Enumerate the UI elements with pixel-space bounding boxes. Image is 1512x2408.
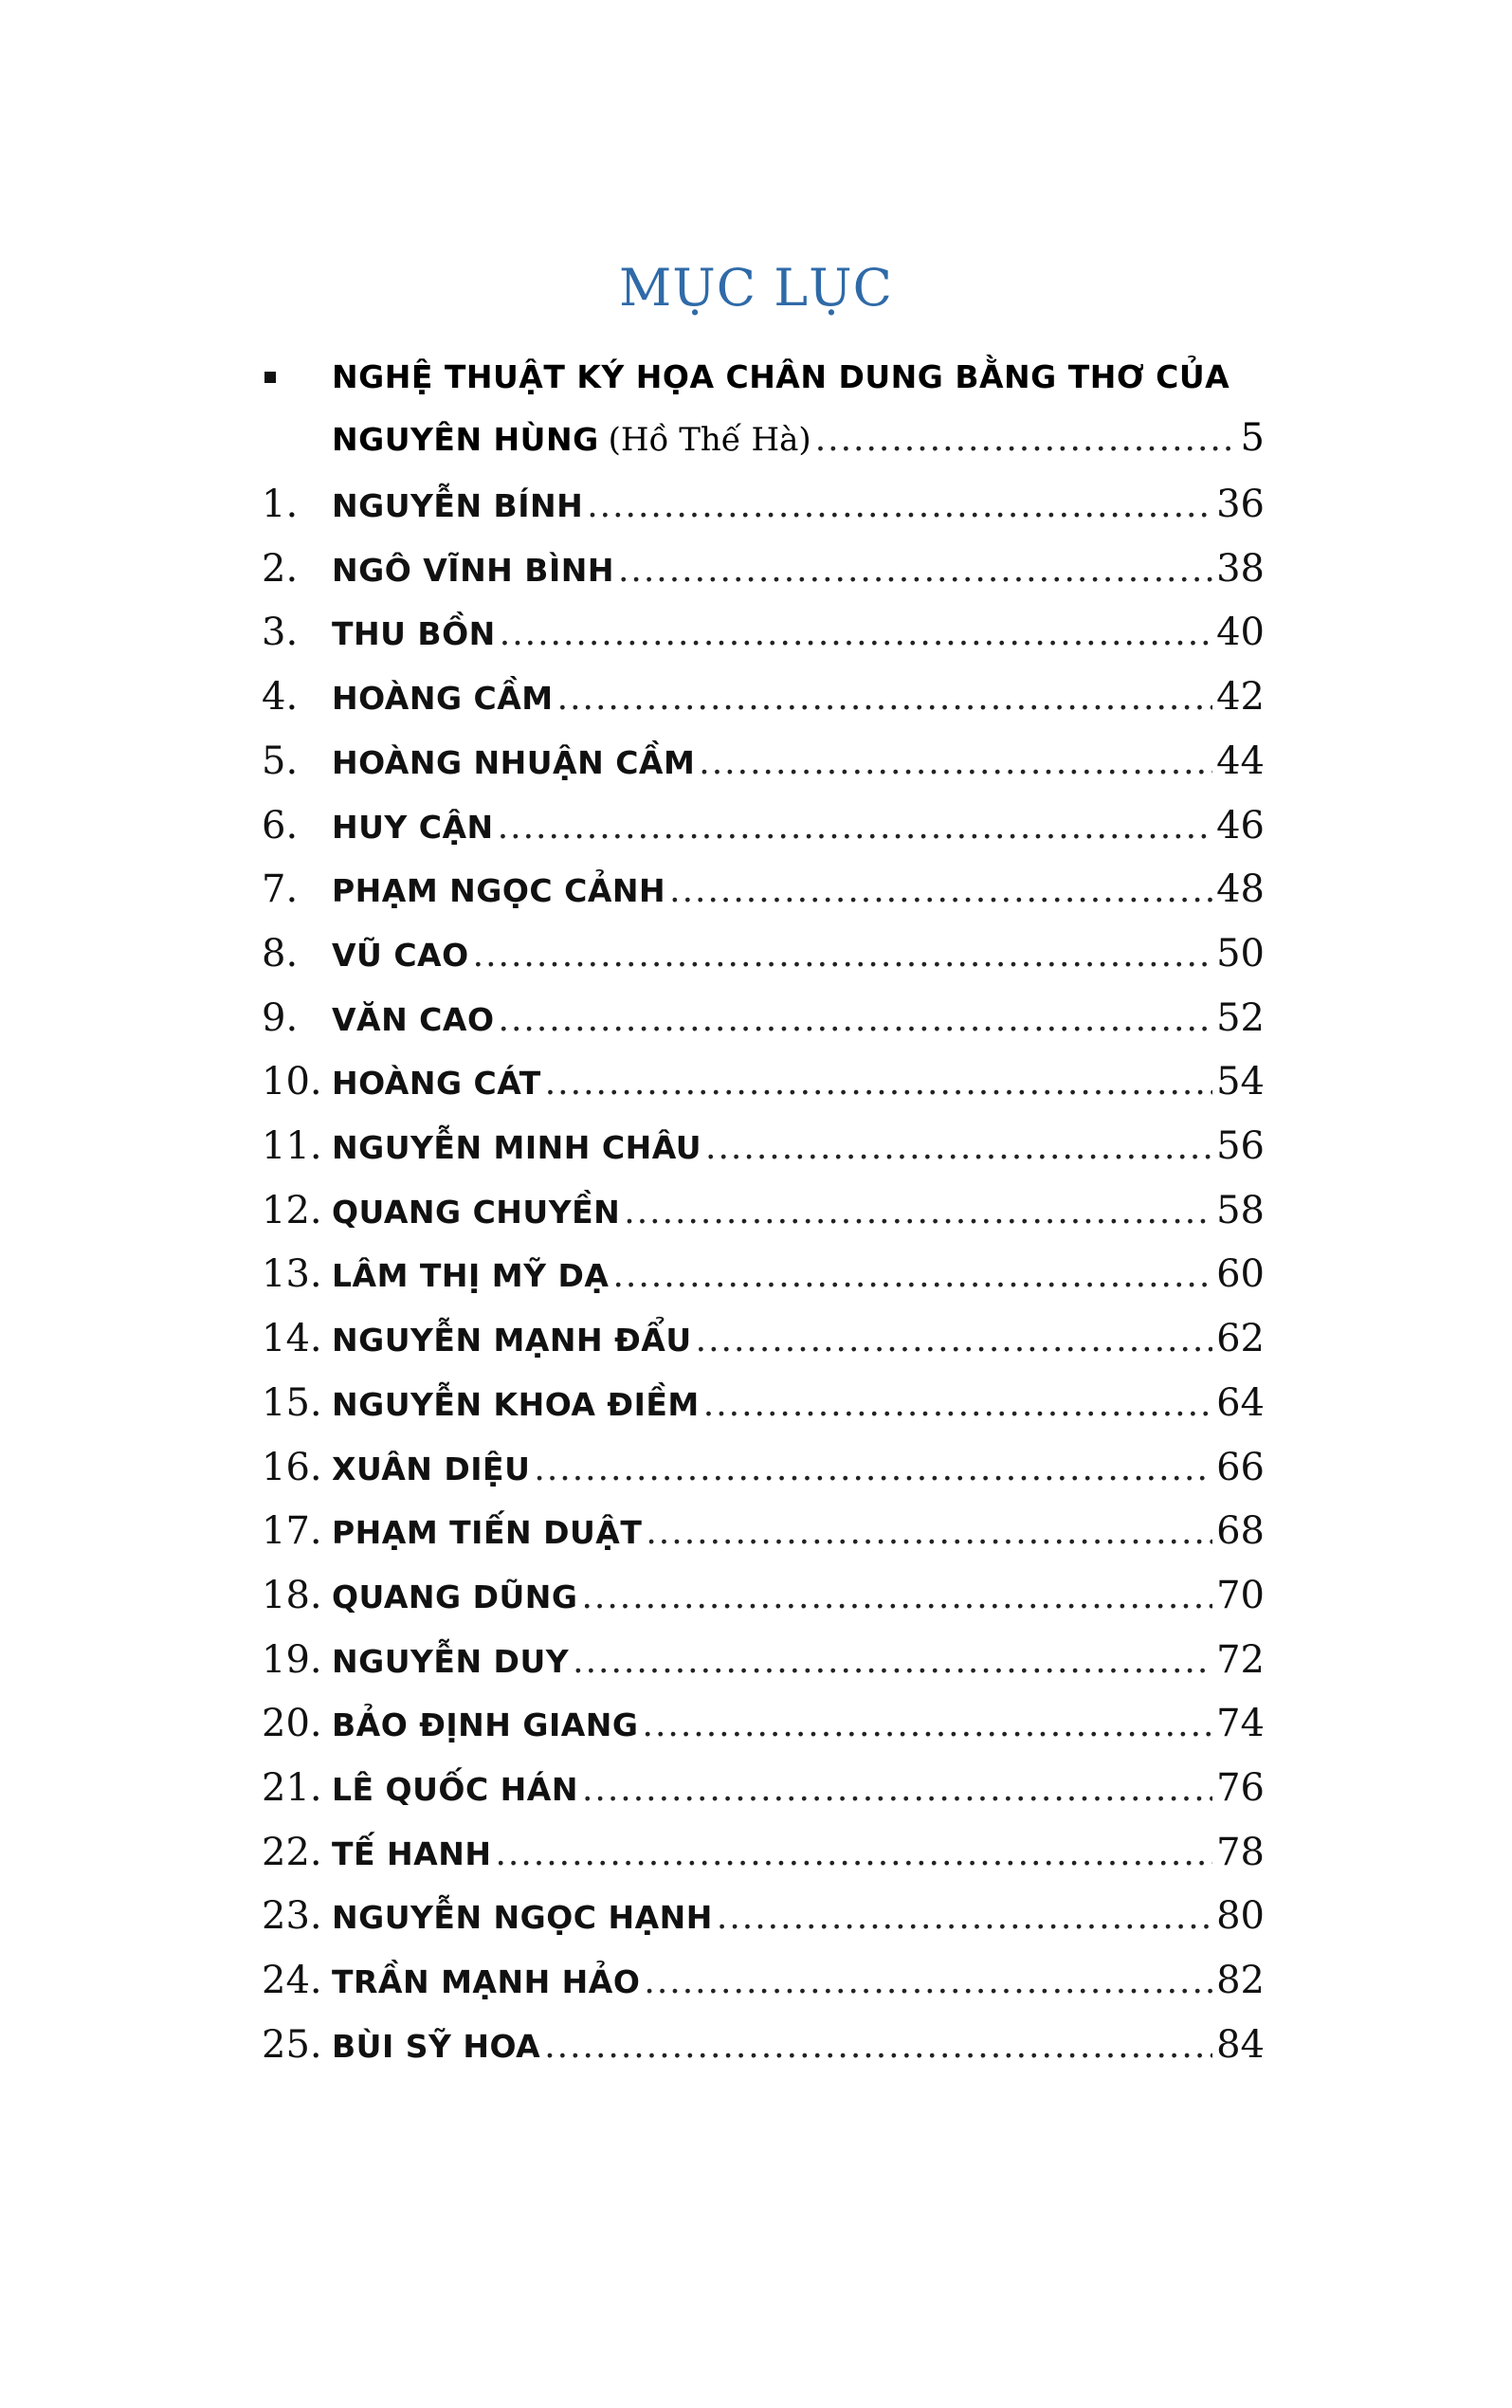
entry-name: QUANG DŨNG [332, 1578, 578, 1615]
entry-page-number: 38 [1216, 546, 1265, 591]
dot-leader [545, 1055, 1212, 1112]
entry-name: PHẠM NGỌC CẢNH [332, 872, 666, 910]
toc-entry[interactable] [0, 1952, 1512, 2009]
entry-name: THU BỒN [332, 615, 496, 653]
entry-number: 10. [262, 1060, 322, 1104]
dot-leader [581, 1569, 1212, 1626]
entry-page-number: 80 [1216, 1894, 1265, 1939]
square-bullet-icon [264, 372, 276, 383]
dot-leader [717, 1889, 1212, 1946]
entry-page-number: 82 [1216, 1959, 1265, 2003]
dot-leader [612, 1248, 1212, 1304]
entry-name: HUY CẬN [332, 808, 494, 846]
entry-page-number: 42 [1216, 675, 1265, 720]
toc-entry[interactable] [0, 540, 1512, 597]
dot-leader [669, 863, 1212, 920]
toc-entry[interactable] [0, 1246, 1512, 1303]
entry-name: TRẦN MẠNH HẢO [332, 1963, 641, 2001]
entry-number: 12. [262, 1188, 322, 1232]
page-title: MỤC LỤC [619, 258, 893, 318]
entry-page-number: 72 [1216, 1637, 1265, 1682]
dot-leader [618, 542, 1212, 599]
dot-leader [643, 1697, 1213, 1754]
dot-leader [495, 1826, 1212, 1883]
entry-number: 2. [262, 546, 299, 591]
entry-page-number: 54 [1216, 1060, 1265, 1104]
entry-number: 23. [262, 1894, 322, 1939]
toc-entry[interactable] [0, 1503, 1512, 1560]
entry-number: 13. [262, 1252, 322, 1297]
entry-page-number: 78 [1216, 1830, 1265, 1874]
dot-leader [705, 1120, 1212, 1177]
toc-entry[interactable] [0, 1118, 1512, 1175]
intro-page-number: 5 [1240, 416, 1265, 460]
entry-number: 18. [262, 1573, 322, 1617]
entry-name: PHẠM TIẾN DUẬT [332, 1514, 643, 1552]
dot-leader [473, 927, 1212, 984]
entry-number: 24. [262, 1959, 322, 2003]
entry-number: 16. [262, 1445, 322, 1489]
entry-number: 7. [262, 867, 299, 912]
toc-entry[interactable] [0, 604, 1512, 661]
intro-author: (Hồ Thế Hà) [608, 421, 811, 459]
entry-page-number: 70 [1216, 1573, 1265, 1617]
toc-entry[interactable] [0, 1567, 1512, 1624]
toc-entry[interactable] [0, 1760, 1512, 1816]
entry-name: NGUYỄN BÍNH [332, 487, 584, 524]
toc-entry[interactable] [0, 797, 1512, 854]
intro-title-line2: NGUYÊN HÙNG [332, 421, 599, 458]
toc-entry[interactable] [0, 2016, 1512, 2073]
dot-leader [696, 1312, 1212, 1369]
entry-page-number: 62 [1216, 1317, 1265, 1361]
entry-name: QUANG CHUYỀN [332, 1193, 621, 1231]
entry-page-number: 50 [1216, 931, 1265, 976]
entry-page-number: 74 [1216, 1702, 1265, 1746]
dot-leader [699, 735, 1212, 792]
toc-entry[interactable] [0, 925, 1512, 982]
toc-entry[interactable] [0, 1053, 1512, 1110]
dot-leader [557, 670, 1212, 727]
entry-name: TẾ HANH [332, 1834, 492, 1872]
entry-name: VŨ CAO [332, 936, 469, 974]
entry-name: HOÀNG CÁT [332, 1065, 541, 1103]
entry-name: LÂM THỊ MỸ DẠ [332, 1257, 610, 1295]
entry-number: 9. [262, 995, 299, 1040]
intro-entry[interactable] [0, 410, 1512, 466]
entry-name: NGUYỄN NGỌC HẠNH [332, 1899, 713, 1937]
dot-leader [582, 1761, 1212, 1818]
entry-name: NGUYỄN MẠNH ĐẨU [332, 1322, 692, 1359]
toc-entry[interactable] [0, 1632, 1512, 1688]
entry-page-number: 56 [1216, 1124, 1265, 1168]
entry-page-number: 58 [1216, 1188, 1265, 1232]
entry-number: 1. [262, 483, 299, 526]
entry-page-number: 76 [1216, 1766, 1265, 1810]
entry-name: XUÂN DIỆU [332, 1450, 531, 1487]
entry-page-number: 64 [1216, 1380, 1265, 1425]
entry-page-number: 66 [1216, 1445, 1265, 1489]
dot-leader [646, 1505, 1212, 1561]
dot-leader [815, 411, 1237, 468]
entry-page-number: 46 [1216, 803, 1265, 848]
entry-number: 25. [262, 2022, 322, 2067]
entry-number: 21. [262, 1766, 322, 1810]
dot-leader [573, 1633, 1212, 1690]
toc-entry[interactable] [0, 1695, 1512, 1752]
entry-page-number: 84 [1216, 2022, 1265, 2067]
dot-leader [498, 799, 1212, 856]
toc-entry[interactable] [0, 1182, 1512, 1239]
entry-number: 6. [262, 803, 299, 848]
entry-page-number: 44 [1216, 739, 1265, 783]
dot-leader [703, 1377, 1212, 1433]
entry-page-number: 48 [1216, 867, 1265, 912]
entry-page-number: 36 [1216, 483, 1265, 526]
entry-number: 5. [262, 739, 299, 783]
entry-name: VĂN CAO [332, 1000, 495, 1038]
toc-entry[interactable] [0, 476, 1512, 533]
entry-name: NGUYỄN KHOA ĐIỀM [332, 1385, 700, 1423]
entry-number: 4. [262, 675, 299, 720]
dot-leader [544, 2018, 1212, 2075]
toc-entry[interactable] [0, 668, 1512, 725]
toc-entry[interactable] [0, 1375, 1512, 1432]
toc-entry[interactable] [0, 1439, 1512, 1496]
entry-name: NGUYỄN DUY [332, 1642, 570, 1680]
entry-number: 3. [262, 611, 299, 655]
entry-name: BÙI SỸ HOA [332, 2027, 541, 2065]
dot-leader [587, 478, 1212, 535]
entry-number: 22. [262, 1830, 322, 1874]
entry-number: 14. [262, 1317, 322, 1361]
entry-number: 11. [262, 1124, 322, 1168]
entry-number: 15. [262, 1380, 322, 1425]
entry-number: 17. [262, 1509, 322, 1554]
entry-number: 19. [262, 1637, 322, 1682]
entry-page-number: 52 [1216, 995, 1265, 1040]
dot-leader [534, 1441, 1212, 1498]
entry-number: 20. [262, 1702, 322, 1746]
entry-name: HOÀNG NHUẬN CẦM [332, 743, 696, 781]
intro-title-line1: NGHỆ THUẬT KÝ HỌA CHÂN DUNG BẰNG THƠ CỦA [332, 358, 1230, 395]
toc-entry[interactable] [0, 1310, 1512, 1367]
toc-entry[interactable] [0, 990, 1512, 1047]
dot-leader [500, 606, 1212, 663]
toc-entry[interactable] [0, 861, 1512, 918]
entry-page-number: 68 [1216, 1509, 1265, 1554]
dot-leader [499, 992, 1213, 1049]
entry-name: BẢO ĐỊNH GIANG [332, 1706, 639, 1744]
entry-page-number: 60 [1216, 1252, 1265, 1297]
entry-name: HOÀNG CẦM [332, 680, 554, 718]
entry-name: NGUYỄN MINH CHÂU [332, 1129, 702, 1166]
toc-entry[interactable] [0, 1824, 1512, 1881]
entry-page-number: 40 [1216, 611, 1265, 655]
entry-name: LÊ QUỐC HÁN [332, 1771, 578, 1808]
dot-leader [644, 1954, 1212, 2011]
dot-leader [624, 1184, 1212, 1241]
entry-name: NGÔ VĨNH BÌNH [332, 551, 614, 589]
toc-entry[interactable] [0, 1888, 1512, 1944]
toc-entry[interactable] [0, 733, 1512, 790]
entry-number: 8. [262, 931, 299, 976]
